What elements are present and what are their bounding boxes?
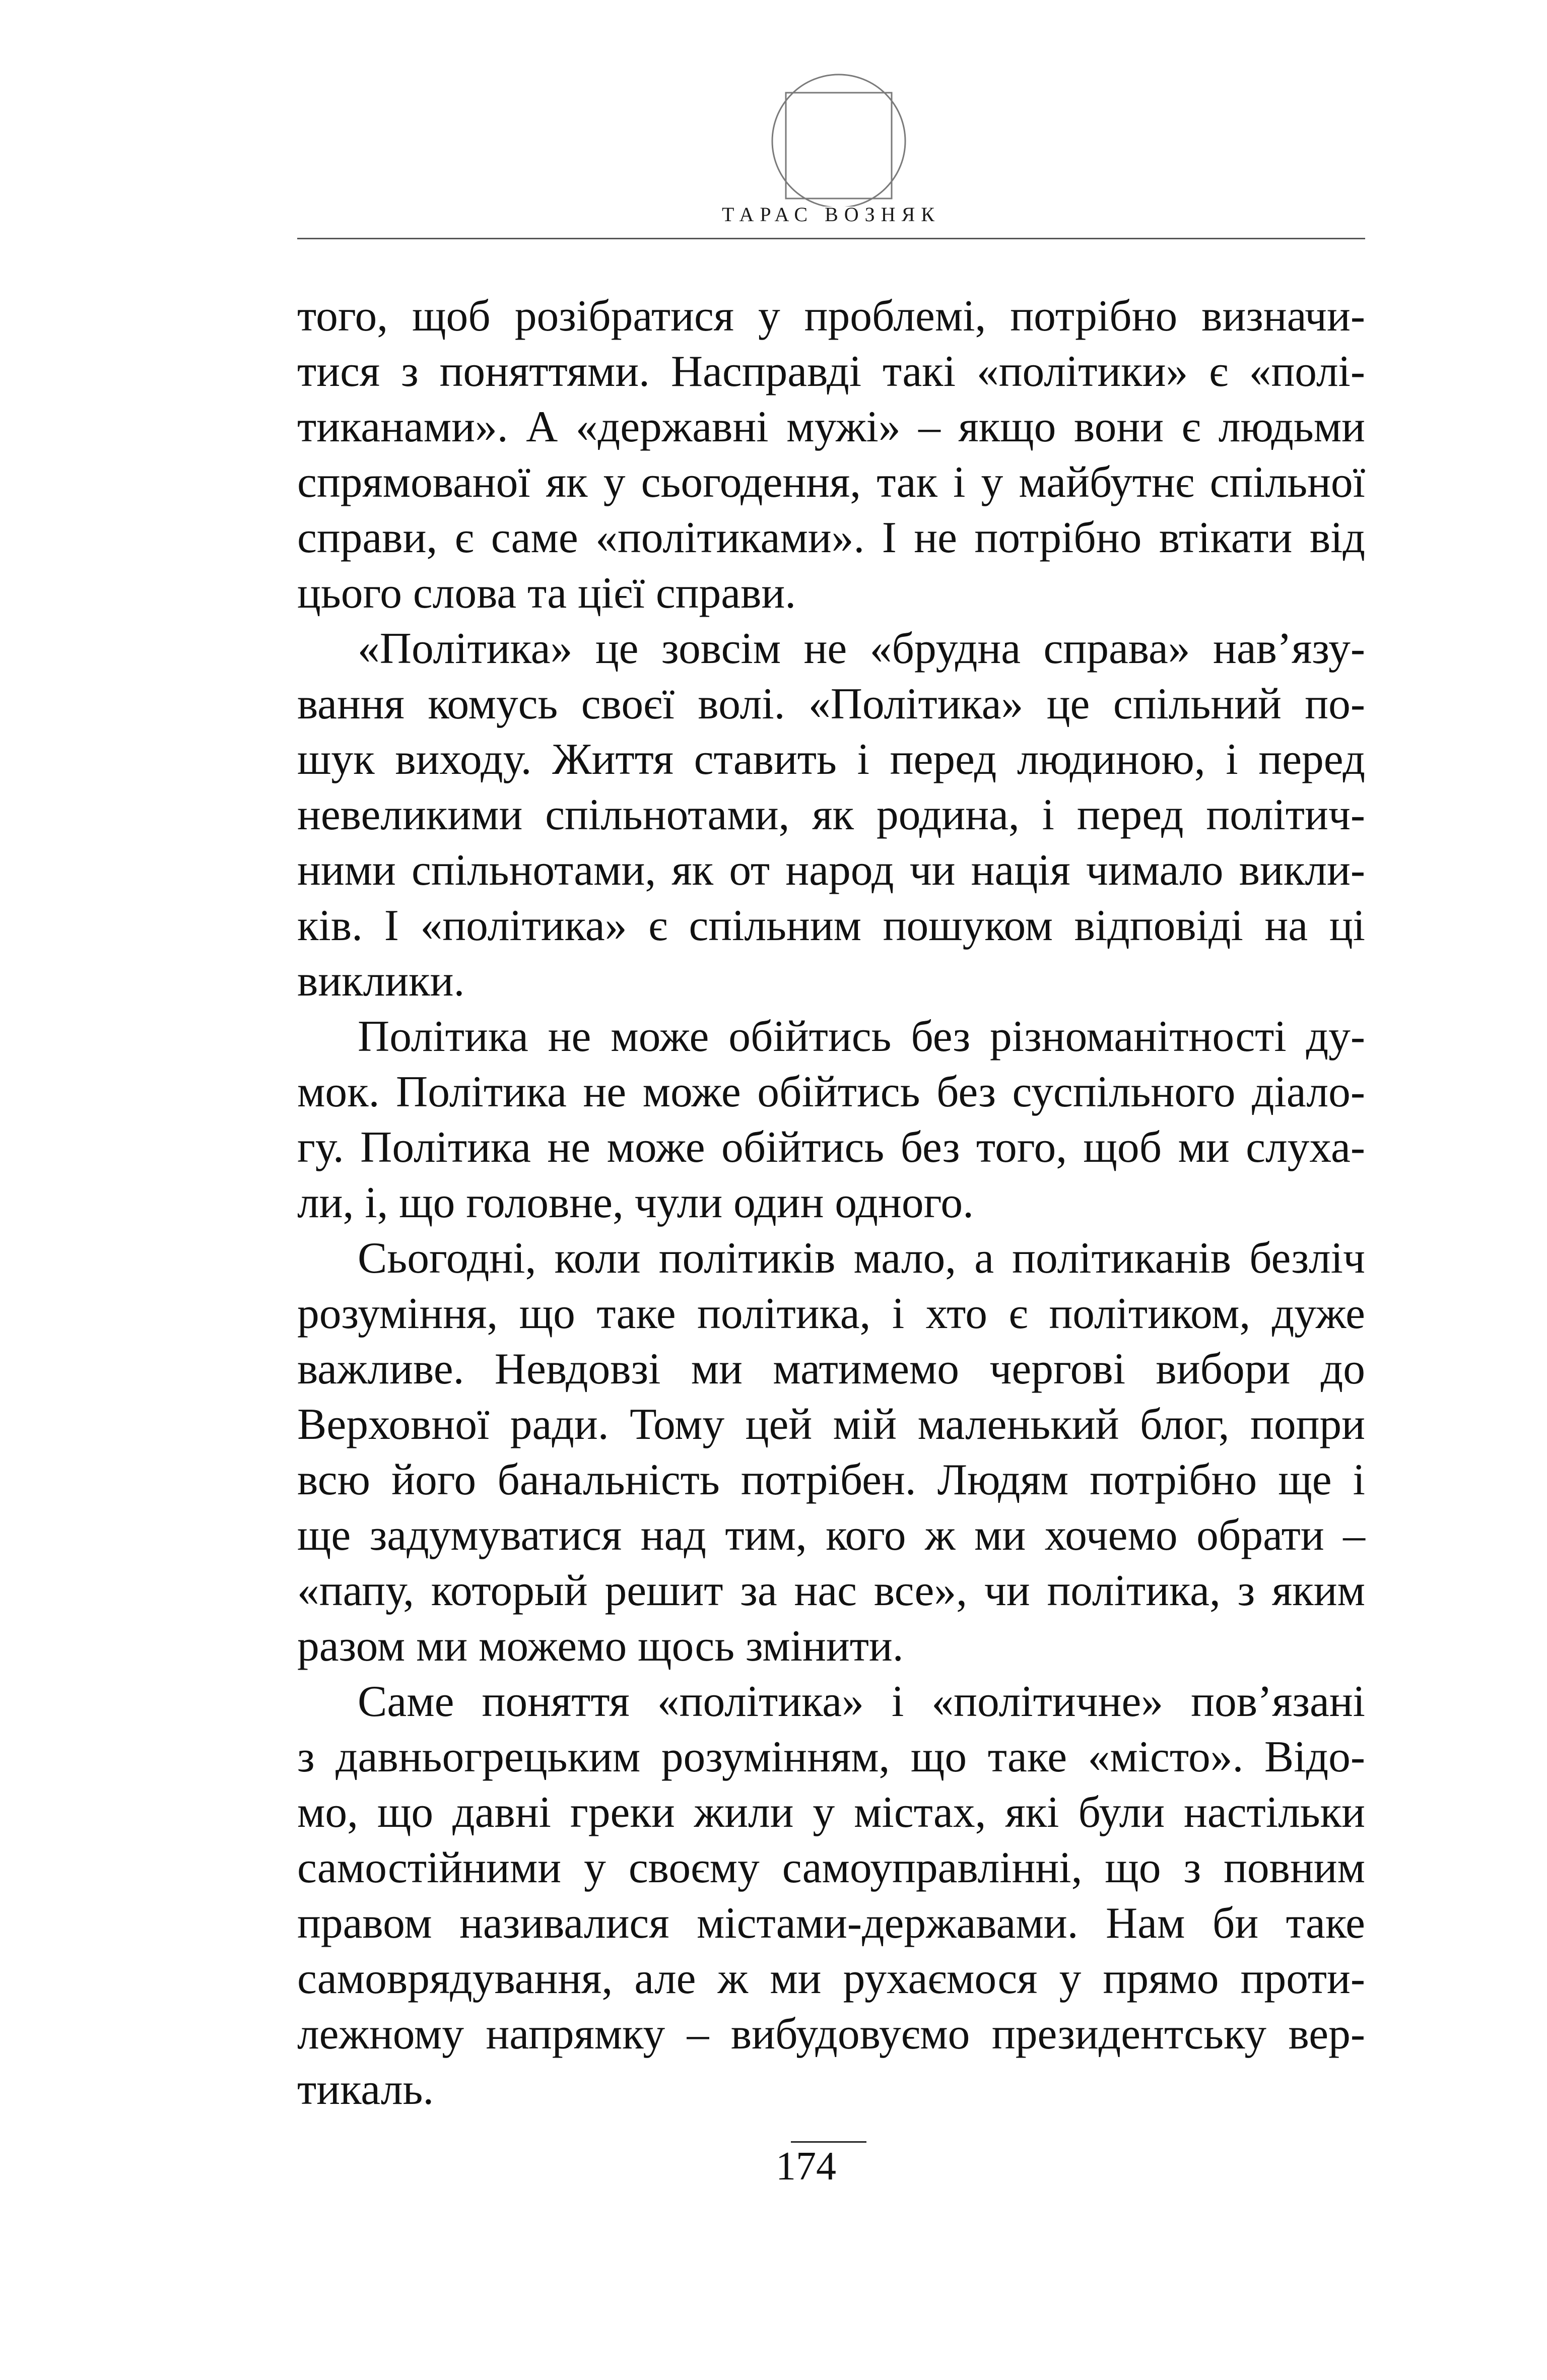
header-emblem-icon <box>771 71 907 207</box>
text-line: вання комусь своєї волі. «Політика» це спільний по- <box>297 679 1365 728</box>
text-line: мо, що давні греки жили у містах, які були настільки <box>297 1788 1365 1836</box>
text-line: важливе. Невдовзі ми матимемо чергові вибори до <box>297 1344 1365 1393</box>
paragraph-4 <box>297 1230 1365 1674</box>
text-line: Верховної ради. Тому цей мій маленький блог, попри <box>297 1400 1365 1448</box>
text-line: виклики. <box>297 956 465 1005</box>
header-rule <box>297 238 1365 239</box>
text-line: спрямованої як у сьогодення, так і у майбутнє спільної <box>297 457 1365 506</box>
running-head: ТАРАС ВОЗНЯК <box>722 203 940 226</box>
paragraph-3 <box>297 1009 1365 1230</box>
text-line: того, щоб розібратися у проблемі, потрібно визначи- <box>297 291 1365 340</box>
text-line: всю його банальність потрібен. Людям потрібно ще і <box>297 1455 1365 1504</box>
text-line: правом називалися містами-державами. Нам би таке <box>297 1898 1365 1947</box>
text-line: розуміння, що таке політика, і хто є політиком, дуже <box>297 1289 1365 1338</box>
text-line: мок. Політика не може обійтись без суспільного діало- <box>297 1067 1365 1116</box>
text-line: з давньогрецьким розумінням, що таке «місто». Відо- <box>297 1732 1365 1781</box>
text-line: ли, і, що головне, чули один одного. <box>297 1178 974 1227</box>
text-line: тиканами». А «державні мужі» – якщо вони є людьми <box>297 402 1365 451</box>
text-line: тися з поняттями. Насправді такі «політики» є «полі- <box>297 347 1365 395</box>
text-line: справи, є саме «політиками». І не потрібно втікати від <box>297 513 1365 562</box>
text-line: «папу, который решит за нас все», чи політика, з яким <box>297 1566 1365 1615</box>
text-line: «Політика» це зовсім не «брудна справа» нав’язу- <box>358 624 1365 673</box>
page-number: 174 <box>776 2144 836 2189</box>
text-line: самоврядування, але ж ми рухаємося у прямо проти- <box>297 1954 1365 2003</box>
text-line: цього слова та цієї справи. <box>297 568 796 617</box>
text-line: лежному напрямку – вибудовуємо президентську вер- <box>297 2009 1365 2058</box>
paragraph-1 <box>297 288 1365 621</box>
paragraph-2 <box>297 621 1365 1009</box>
text-line: Сьогодні, коли політиків мало, а політиканів безліч <box>358 1233 1365 1282</box>
text-line: ків. І «політика» є спільним пошуком відповіді на ці <box>297 901 1365 950</box>
paragraph-5 <box>297 1674 1365 2117</box>
text-line: ними спільнотами, як от народ чи нація чимало викли- <box>297 845 1365 894</box>
text-line: Саме поняття «політика» і «політичне» пов’язані <box>358 1677 1365 1726</box>
text-line: невеликими спільнотами, як родина, і перед політич- <box>297 790 1365 839</box>
text-line: гу. Політика не може обійтись без того, щоб ми слуха- <box>297 1122 1365 1171</box>
text-line: разом ми можемо щось змінити. <box>297 1621 904 1670</box>
text-line: самостійними у своєму самоуправлінні, що з повним <box>297 1843 1365 1892</box>
text-line: Політика не може обійтись без різноманітності ду- <box>358 1012 1365 1061</box>
body-text <box>297 288 1365 2117</box>
text-line: шук виходу. Життя ставить і перед людиною, і перед <box>297 735 1365 783</box>
text-line: ще задумуватися над тим, кого ж ми хочемо обрати – <box>297 1510 1365 1559</box>
text-line: тикаль. <box>297 2065 434 2113</box>
